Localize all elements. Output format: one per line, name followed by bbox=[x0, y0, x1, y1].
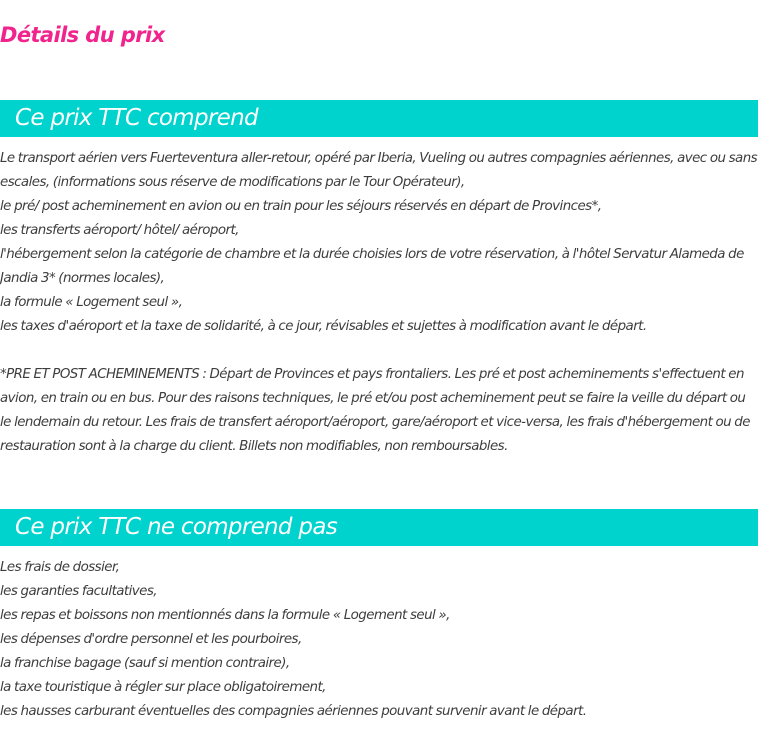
acheminements-note bbox=[0, 363, 758, 459]
includes-banner bbox=[0, 100, 758, 137]
excludes-item: les repas et boissons non mentionnés dans la formule « Logement seul », bbox=[0, 608, 450, 623]
excludes-list bbox=[0, 556, 758, 724]
includes-item: la formule « Logement seul », bbox=[0, 295, 183, 310]
includes-item: les taxes d'aéroport et la taxe de solidarité, à ce jour, révisables et sujettes à modification avant le départ. bbox=[0, 319, 647, 334]
includes-list bbox=[0, 147, 758, 339]
acheminements-note-text: *PRE ET POST ACHEMINEMENTS : Départ de Provinces et pays frontaliers. Les pré et post acheminements s'effectuent en avion, en train ou en bus. Pour des raisons techniques, le pré et/ou post acheminement peut se faire la veille du départ ou le lendemain du retour. Les frais de transfert aéroport/aéroport, gare/aéroport et vice-versa, les frais d'hébergement ou de restauration sont à la charge du client. Billets non modifiables, non remboursables. bbox=[0, 367, 750, 454]
excludes-item: les garanties facultatives, bbox=[0, 584, 157, 599]
includes-item: les transferts aéroport/ hôtel/ aéroport, bbox=[0, 223, 239, 238]
includes-item: Le transport aérien vers Fuerteventura aller-retour, opéré par Iberia, Vueling ou autres compagnies aériennes, avec ou sans escales, (informations sous réserve de modifications par le Tour Opérateur), bbox=[0, 151, 758, 190]
excludes-item: la franchise bagage (sauf si mention contraire), bbox=[0, 656, 290, 671]
excludes-item: les hausses carburant éventuelles des compagnies aériennes pouvant survenir avant le départ. bbox=[0, 704, 587, 719]
excludes-item: les dépenses d'ordre personnel et les pourboires, bbox=[0, 632, 302, 647]
excludes-banner bbox=[0, 509, 758, 546]
includes-item: l'hébergement selon la catégorie de chambre et la durée choisies lors de votre réservation, à l'hôtel Servatur Alameda de Jandia 3* (normes locales), bbox=[0, 247, 744, 286]
includes-heading: Ce prix TTC comprend bbox=[15, 105, 258, 131]
includes-item: le pré/ post acheminement en avion ou en train pour les séjours réservés en départ de Provinces*, bbox=[0, 199, 602, 214]
page-title: Détails du prix bbox=[0, 23, 165, 47]
excludes-heading: Ce prix TTC ne comprend pas bbox=[15, 514, 337, 540]
excludes-item: la taxe touristique à régler sur place obligatoirement, bbox=[0, 680, 326, 695]
excludes-item: Les frais de dossier, bbox=[0, 560, 120, 575]
